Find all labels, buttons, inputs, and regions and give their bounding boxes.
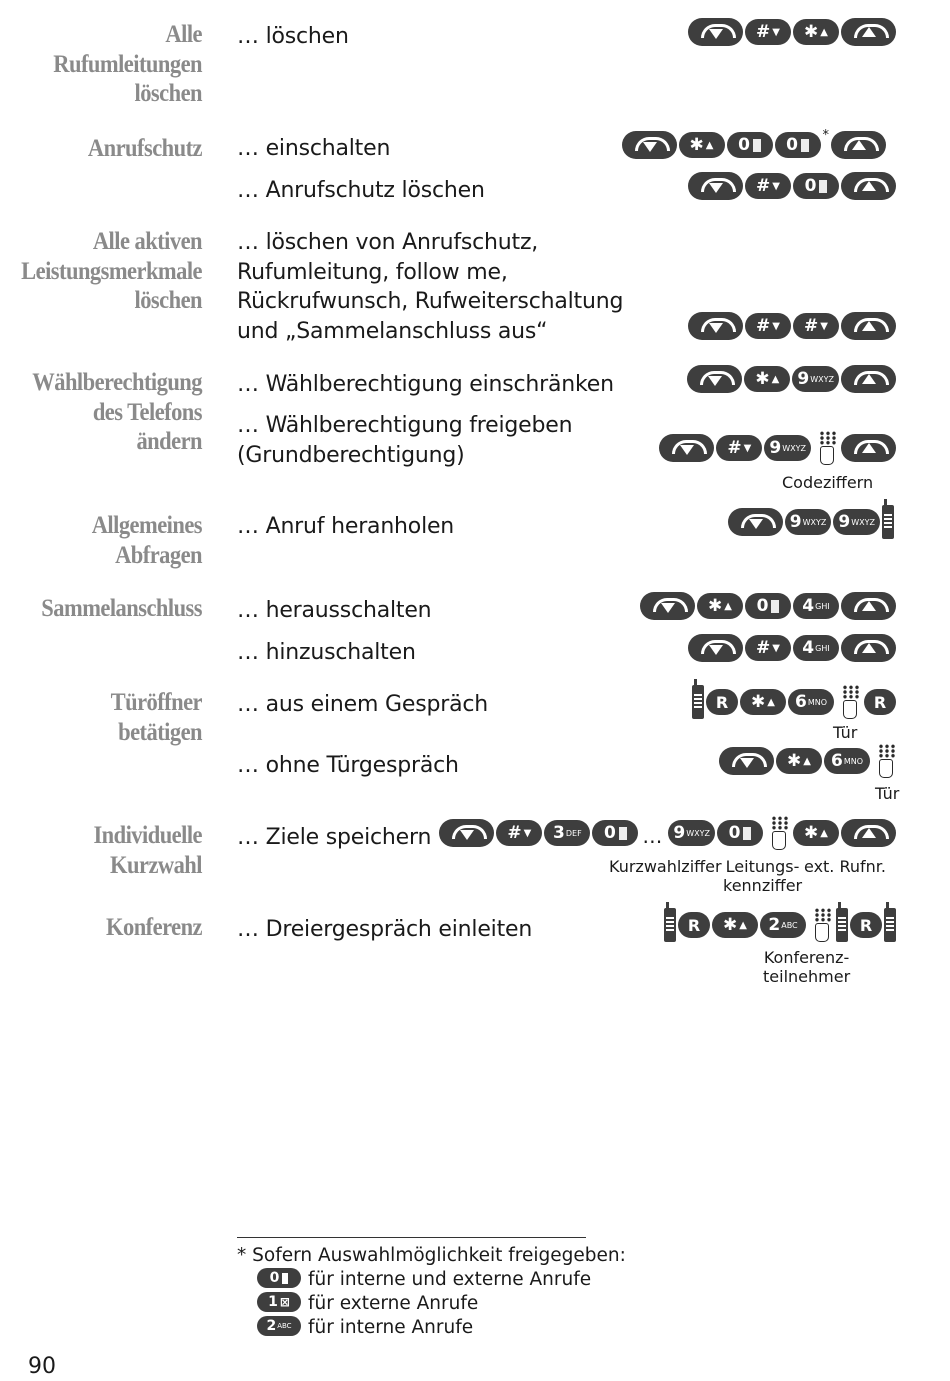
caption-codeziffern: Codeziffern bbox=[782, 473, 874, 492]
caption-line: Konferenz- bbox=[763, 948, 850, 967]
footnote-key-0: 0 bbox=[257, 1268, 301, 1288]
heading-line: löschen bbox=[134, 80, 202, 107]
heading-line: des Telefons bbox=[92, 398, 202, 426]
action-loeschen: … löschen bbox=[237, 24, 349, 49]
mobile-phone-icon bbox=[664, 908, 676, 942]
key-0: 0 bbox=[717, 820, 763, 846]
key-sequence-rufumleitungen-loeschen bbox=[688, 17, 896, 47]
key-star: ✱ ▲ bbox=[697, 593, 743, 619]
page-number: 90 bbox=[28, 1354, 56, 1379]
key-hash: # ▼ bbox=[716, 435, 762, 461]
key-hash: # ▼ bbox=[793, 313, 839, 339]
caption-line: kennziffer bbox=[723, 876, 803, 895]
caption-konferenzteilnehmer bbox=[763, 948, 850, 986]
action-line: (Grundberechtigung) bbox=[237, 442, 465, 468]
action-line: … Wählberechtigung freigeben bbox=[237, 413, 573, 438]
caption-ext-rufnr: ext. Rufnr. bbox=[804, 857, 886, 876]
handset-lift-icon bbox=[688, 634, 743, 662]
handset-hangup-icon bbox=[841, 434, 896, 462]
key-9: 9 WXYZ bbox=[785, 509, 832, 535]
key-star: ✱ ▲ bbox=[740, 689, 786, 715]
action-ziele-speichern: … Ziele speichern bbox=[237, 825, 432, 850]
key-sequence-anruf-heranholen bbox=[728, 507, 894, 537]
key-sequence-alle-loeschen bbox=[688, 311, 896, 341]
handset-lift-icon bbox=[688, 172, 743, 200]
key-9: 9 WXYZ bbox=[792, 366, 839, 392]
keypad-finger-icon bbox=[808, 908, 834, 942]
footnote-title: * Sofern Auswahlmöglichkeit freigegeben: bbox=[237, 1245, 626, 1266]
key-star: ✱ ▲ bbox=[793, 19, 839, 45]
heading-alle-aktiven-leistungsmerkmale bbox=[20, 227, 202, 316]
handset-hangup-icon bbox=[841, 312, 896, 340]
key-4: 4 GHI bbox=[793, 635, 839, 661]
handset-lift-icon bbox=[719, 747, 774, 775]
key-star: ✱ ▲ bbox=[712, 912, 758, 938]
heading-line: Wählberechtigung bbox=[32, 369, 203, 396]
heading-sammelanschluss bbox=[20, 594, 202, 624]
key-0: 0 bbox=[793, 173, 839, 199]
key-6: 6 MNO bbox=[788, 689, 834, 715]
key-sequence-waehl-freigeben bbox=[659, 433, 896, 463]
footnote-key-1: 1 ⊠ bbox=[257, 1292, 301, 1312]
action-aus-gespraech: … aus einem Gespräch bbox=[237, 692, 488, 717]
handset-lift-icon bbox=[439, 819, 494, 847]
key-9: 9 WXYZ bbox=[833, 509, 880, 535]
key-r: R bbox=[850, 912, 882, 938]
mobile-phone-icon bbox=[836, 908, 848, 942]
key-sequence-anrufschutz-loeschen bbox=[688, 171, 896, 201]
action-herausschalten: … herausschalten bbox=[237, 598, 432, 623]
key-sequence-ohne-tuergespraech bbox=[719, 746, 898, 776]
action-waehl-freigeben bbox=[237, 411, 572, 470]
action-alle-loeschen bbox=[237, 228, 623, 346]
handset-lift-icon bbox=[659, 434, 714, 462]
heading-konferenz bbox=[20, 913, 202, 943]
mobile-phone-icon bbox=[884, 908, 896, 942]
handset-lift-icon bbox=[622, 131, 677, 159]
heading-line: Alle aktiven bbox=[92, 228, 202, 255]
action-line: Rückrufwunsch, Rufweiterschaltung bbox=[237, 289, 624, 314]
key-hash: # ▼ bbox=[745, 635, 791, 661]
heading-allgemeines-abfragen bbox=[20, 511, 202, 570]
key-sequence-anrufschutz-ein bbox=[622, 130, 887, 160]
key-2: 2 ABC bbox=[760, 912, 806, 938]
handset-hangup-icon bbox=[841, 18, 896, 46]
heading-line: Individuelle bbox=[93, 822, 202, 849]
key-star: ✱ ▲ bbox=[793, 820, 839, 846]
heading-alle-rufumleitungen-loeschen bbox=[20, 20, 202, 109]
key-0: 0 bbox=[592, 820, 638, 846]
heading-line: Sammelanschluss bbox=[41, 595, 202, 622]
action-hinzuschalten: … hinzuschalten bbox=[237, 640, 416, 665]
handset-hangup-icon bbox=[841, 172, 896, 200]
handset-lift-icon bbox=[688, 18, 743, 46]
heading-line: Kurzwahl bbox=[110, 851, 202, 879]
action-einschalten: … einschalten bbox=[237, 136, 391, 161]
key-3: 3 DEF bbox=[544, 820, 590, 846]
key-9: 9 WXYZ bbox=[764, 435, 811, 461]
handset-hangup-icon bbox=[841, 592, 896, 620]
heading-line: Abfragen bbox=[115, 541, 202, 569]
heading-line: löschen bbox=[134, 287, 202, 314]
heading-anrufschutz bbox=[20, 134, 202, 164]
handset-hangup-icon bbox=[841, 634, 896, 662]
handset-lift-icon bbox=[687, 365, 742, 393]
caption-line: Leitungs- bbox=[725, 857, 800, 876]
key-0: 0 bbox=[745, 593, 791, 619]
caption-tuer: Tür bbox=[875, 784, 900, 803]
heading-line: betätigen bbox=[118, 718, 202, 746]
key-r: R bbox=[678, 912, 710, 938]
keypad-finger-icon bbox=[836, 685, 862, 719]
action-line: Rufumleitung, follow me, bbox=[237, 259, 508, 285]
key-hash: # ▼ bbox=[745, 313, 791, 339]
key-sequence-ziele-speichern bbox=[439, 818, 896, 848]
key-6: 6 MNO bbox=[824, 748, 870, 774]
keypad-finger-icon bbox=[872, 744, 898, 778]
key-r: R bbox=[864, 689, 896, 715]
key-star: ✱ ▲ bbox=[679, 132, 725, 158]
handset-hangup-icon bbox=[841, 365, 896, 393]
handset-lift-icon bbox=[728, 508, 783, 536]
key-0: 0 bbox=[775, 132, 821, 158]
heading-line: Rufumleitungen bbox=[53, 50, 202, 78]
keypad-finger-icon bbox=[813, 431, 839, 465]
heading-individuelle-kurzwahl bbox=[20, 821, 202, 880]
action-line: … löschen von Anrufschutz, bbox=[237, 230, 539, 255]
caption-kurzwahlziffer: Kurzwahlziffer bbox=[609, 857, 722, 876]
action-waehl-einschraenken: … Wählberechtigung einschränken bbox=[237, 372, 614, 397]
key-hash: # ▼ bbox=[745, 173, 791, 199]
footnote-item: für interne und externe Anrufe bbox=[308, 1269, 592, 1290]
heading-line: Allgemeines bbox=[91, 512, 202, 539]
action-anruf-heranholen: … Anruf heranholen bbox=[237, 514, 455, 539]
heading-tueroeffner bbox=[20, 688, 202, 747]
key-star: ✱ ▲ bbox=[776, 748, 822, 774]
mobile-phone-icon bbox=[882, 505, 894, 539]
key-hash: # ▼ bbox=[745, 19, 791, 45]
handset-hangup-icon bbox=[831, 131, 886, 159]
handset-hangup-icon bbox=[841, 819, 896, 847]
heading-line: ändern bbox=[136, 428, 202, 455]
footnote-item: für interne Anrufe bbox=[308, 1317, 474, 1338]
handset-lift-icon bbox=[640, 592, 695, 620]
key-0: 0 bbox=[727, 132, 773, 158]
heading-line: Türöffner bbox=[110, 689, 202, 716]
key-sequence-aus-gespraech bbox=[692, 687, 896, 717]
heading-waehlberechtigung bbox=[20, 368, 202, 457]
mobile-phone-icon bbox=[692, 685, 704, 719]
caption-line: teilnehmer bbox=[763, 967, 851, 986]
handset-lift-icon bbox=[688, 312, 743, 340]
caption-leitungs bbox=[723, 857, 802, 895]
action-ohne-tuergespraech: … ohne Türgespräch bbox=[237, 753, 459, 778]
action-anrufschutz-loeschen: … Anrufschutz löschen bbox=[237, 178, 485, 203]
key-r: R bbox=[706, 689, 738, 715]
key-star: ✱ ▲ bbox=[744, 366, 790, 392]
heading-line: Konferenz bbox=[106, 914, 202, 941]
keypad-finger-icon bbox=[765, 816, 791, 850]
key-4: 4 GHI bbox=[793, 593, 839, 619]
key-sequence-waehl-einschraenken bbox=[687, 364, 896, 394]
heading-line: Anrufschutz bbox=[87, 135, 202, 162]
action-dreiergespraech: … Dreiergespräch einleiten bbox=[237, 917, 533, 942]
key-sequence-hinzuschalten bbox=[688, 633, 896, 663]
key-sequence-herausschalten bbox=[640, 591, 896, 621]
footnote-item: für externe Anrufe bbox=[308, 1293, 479, 1314]
footnote-key-2: 2 ABC bbox=[257, 1316, 301, 1336]
action-line: und „Sammelanschluss aus“ bbox=[237, 318, 548, 344]
asterisk-note: * bbox=[822, 128, 829, 143]
key-hash: # ▼ bbox=[496, 820, 542, 846]
key-9: 9 WXYZ bbox=[668, 820, 715, 846]
caption-tuer: Tür bbox=[833, 723, 858, 742]
key-sequence-dreiergespraech bbox=[664, 910, 896, 940]
heading-line: Leistungsmerkmale bbox=[21, 257, 202, 285]
heading-line: Alle bbox=[165, 21, 202, 48]
ellipsis: … bbox=[642, 824, 663, 848]
footnote-divider bbox=[237, 1237, 586, 1238]
